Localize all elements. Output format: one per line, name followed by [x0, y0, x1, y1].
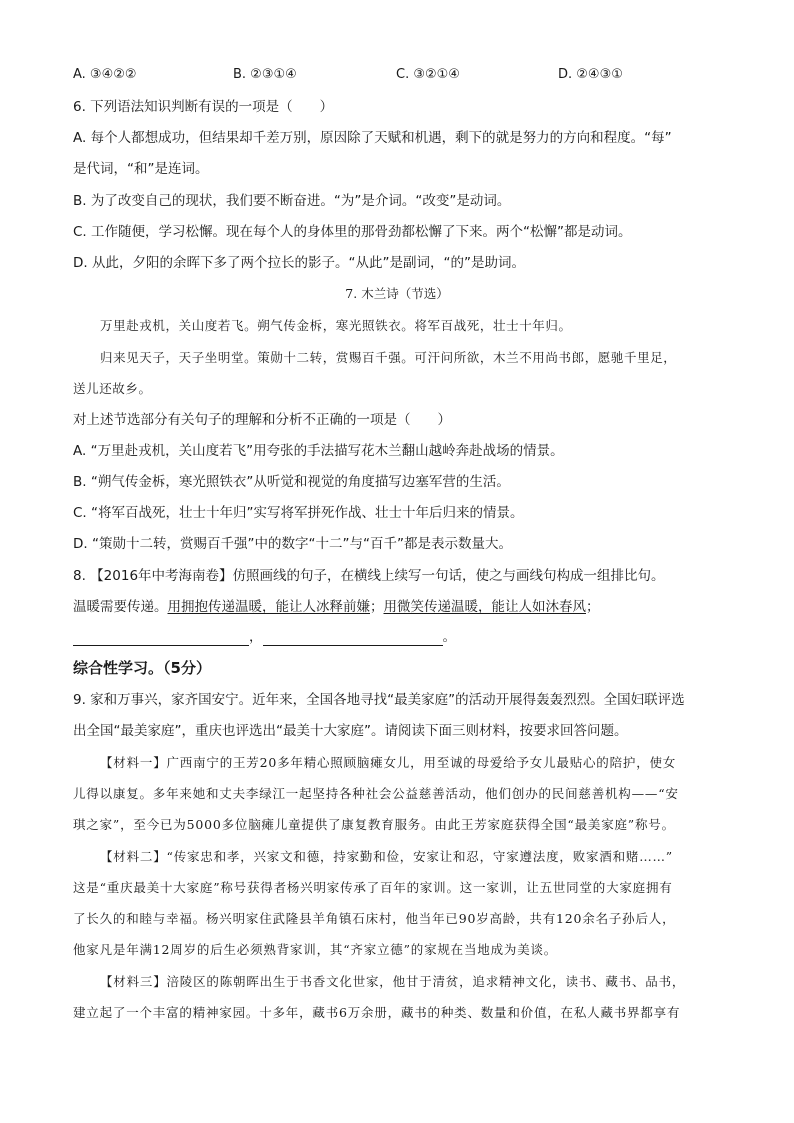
q7-option-c: C. “将军百战死，壮士十年归”实写将军拼死作战、壮士十年后归来的情景。: [73, 505, 524, 521]
q8-underlined-sentence-2: 用微笑传递温暖，能让人如沐春风: [383, 599, 586, 615]
blank-separator: ，: [249, 629, 263, 645]
q6-option-a-line1: A. 每个人都想成功，但结果却千差万别，原因除了天赋和机遇，剩下的就是努力的方向和程度。“每”: [73, 130, 672, 146]
q8-answer-blanks: [73, 628, 456, 646]
q8-end: ；: [586, 599, 600, 615]
q7-option-a: A. “万里赴戎机，关山度若飞”用夸张的手法描写花木兰翻山越岭奔赴战场的情景。: [73, 443, 564, 459]
q6-option-d: D. 从此，夕阳的余晖下多了两个拉长的影子。“从此”是副词，“的”是助词。: [73, 255, 525, 271]
q8-separator: ；: [370, 599, 384, 615]
poem-line-3: 送儿还故乡。: [73, 381, 152, 396]
q7-title: 7. 木兰诗（节选）: [345, 286, 449, 301]
material-1-line3: 琪之家”，至今已为5000多位脑瘫儿童提供了康复教育服务。由此王芳家庭获得全国“最美家庭”称号。: [73, 817, 675, 832]
q8-underlined-sentence-1: 用拥抱传递温暖，能让人冰释前嫌: [167, 599, 370, 615]
material-1-line1: 【材料一】广西南宁的王芳20多年精心照顾脑瘫女儿，用至诚的母爱给予女儿最贴心的陪护，使女: [100, 755, 677, 770]
section-heading: 综合性学习。（5分）: [73, 659, 211, 677]
q7-stem: 对上述节选部分有关句子的理解和分析不正确的一项是（ ）: [73, 412, 451, 428]
answer-blank-2[interactable]: [263, 631, 443, 646]
q6-option-c: C. 工作随便，学习松懈。现在每个人的身体里的那骨劲都松懈了下来。两个“松懈”都是动词。: [73, 224, 632, 240]
q5-option-a: A. ③④②②: [73, 67, 137, 82]
q9-intro-line1: 9. 家和万事兴，家齐国安宁。近年来，全国各地寻找“最美家庭”的活动开展得轰轰烈烈。全国妇联评选: [73, 692, 685, 708]
q8-lead: 温暖需要传递。: [73, 599, 168, 615]
q6-option-a-line2: 是代词，“和”是连词。: [73, 161, 209, 177]
q5-option-d: D. ②④③①: [558, 67, 623, 82]
material-2-line4: 他家凡是年满12周岁的后生必须熟背家训，其“齐家立德”的家规在当地成为美谈。: [73, 942, 558, 957]
q7-option-d: D. “策勋十二转，赏赐百千强”中的数字“十二”与“百千”都是表示数量大。: [73, 536, 512, 552]
blank-end: 。: [442, 629, 456, 645]
q5-option-b: B. ②③①④: [233, 67, 297, 82]
poem-line-1: 万里赴戎机，关山度若飞。朔气传金柝，寒光照铁衣。将军百战死，壮士十年归。: [100, 318, 572, 333]
q5-options: [0, 66, 794, 84]
q6-stem: 6. 下列语法知识判断有误的一项是（ ）: [73, 99, 334, 115]
material-2-line3: 了长久的和睦与幸福。杨兴明家住武隆县羊角镇石床村，他当年已90岁高龄，共有120余名子孙后人，: [73, 911, 676, 926]
answer-blank-1[interactable]: [73, 631, 249, 646]
material-3-line1: 【材料三】涪陵区的陈朝晖出生于书香文化世家，他甘于清贫，追求精神文化，读书、藏书、品书，: [100, 974, 686, 989]
poem-line-2: 归来见天子，天子坐明堂。策勋十二转，赏赐百千强。可汗问所欲，木兰不用尚书郎，愿驰千里足，: [100, 350, 677, 365]
q6-option-b: B. 为了改变自己的现状，我们要不断奋进。“为”是介词。“改变”是动词。: [73, 193, 511, 209]
q8-stem: 8. 【2016年中考海南卷】仿照画线的句子，在横线上续写一句话，使之与画线句构成一组排比句。: [73, 568, 665, 584]
q5-option-c: C. ③②①④: [396, 67, 460, 82]
q9-intro-line2: 出全国“最美家庭”，重庆也评选出“最美十大家庭”。请阅读下面三则材料，按要求回答问题。: [73, 723, 628, 739]
material-1-line2: 儿得以康复。多年来她和丈夫李绿江一起坚持各种社会公益慈善活动，他们创办的民间慈善机构——“安: [73, 786, 679, 801]
material-3-line2: 建立起了一个丰富的精神家园。十多年，藏书6万余册，藏书的种类、数量和价值，在私人藏书界都享有: [73, 1005, 681, 1020]
q8-example: [73, 598, 600, 616]
q7-option-b: B. “朔气传金柝，寒光照铁衣”从听觉和视觉的角度描写边塞军营的生活。: [73, 474, 510, 490]
material-2-line2: 这是“重庆最美十大家庭”称号获得者杨兴明家传承了百年的家训。这一家训，让五世同堂的大家庭拥有: [73, 880, 673, 895]
material-2-line1: 【材料二】“传家忠和孝，兴家文和德，持家勤和俭，安家让和忍，守家遵法度，败家酒和赌……”: [100, 849, 673, 864]
